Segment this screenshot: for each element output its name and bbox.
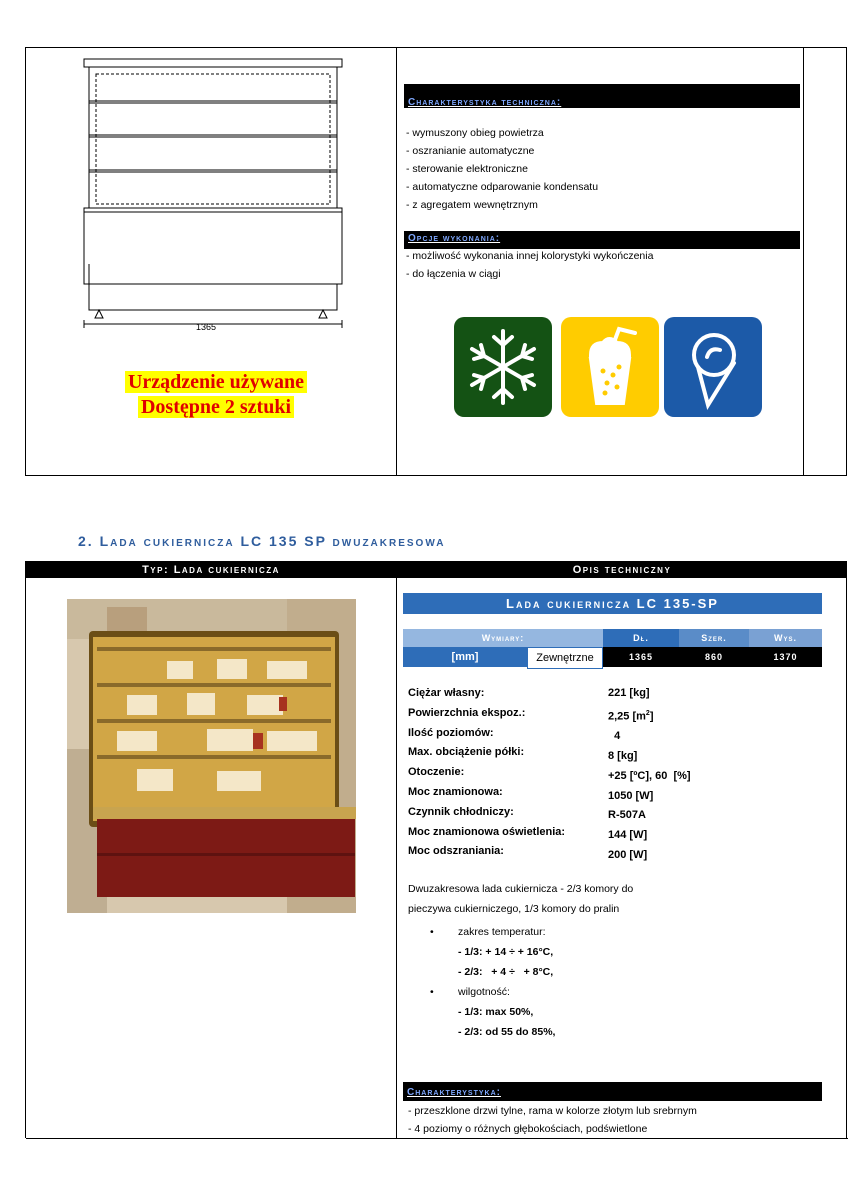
table-bottom-border [26,1138,848,1139]
spec-value: 8 [kg] [608,750,638,763]
temperature-block [430,922,830,1042]
spec-label: Powierzchnia ekspoz.: [408,706,526,719]
spec-label: Otoczenie: [408,766,465,779]
list-item: - oszranianie automatyczne [406,145,535,157]
tech-char-header: Charakterystyka techniczna: [404,84,800,108]
options-list [406,247,796,283]
description [408,879,828,919]
spec-label: Moc znamionowa oświetlenia: [408,825,566,838]
characteristics-header: Charakterystyka: [403,1082,822,1101]
section-heading: 2. Lada cukiernicza LC 135 SP dwuzakresowa [78,533,446,549]
spec-value: 200 [W] [608,849,648,862]
dims-header-width: Szer. [701,633,727,643]
dims-height: 1370 [773,652,798,662]
drawing-dimension-label: 1365 [196,322,217,332]
list-item: - wymuszony obieg powietrza [406,127,544,139]
humidity-line: - 2/3: od 55 do 85%, [458,1026,556,1038]
spec-value: 144 [W] [608,829,648,842]
table-divider [803,48,804,475]
spec-value: 4 [608,730,621,743]
table-divider [396,48,397,475]
spec-label: Czynnik chłodniczy: [408,805,514,818]
spec-label: Ciężar własny: [408,687,485,699]
spec-value: 2,25 $[m^2]$ [608,709,654,723]
product-title: Lada cukiernicza LC 135-SP [403,593,822,614]
spec-value: +25 [ºC], 60 [%] [608,769,691,782]
spec-value: 1050 [W] [608,789,654,802]
technical-drawing [81,56,351,336]
list-item: - z agregatem wewnętrznym [406,199,538,211]
list-item: - możliwość wykonania innej kolorystyki wykończenia [406,250,654,262]
dims-header-length: Dł. [633,633,649,643]
product-table [25,561,847,1138]
spec-label: Ilość poziomów: [408,726,494,739]
temperature-line: - 1/3: + 14 ÷ + 16°C, [458,946,554,958]
snowflake-icon [454,317,552,417]
dims-label: Wymiary: [481,633,525,643]
product-photo [67,599,356,913]
dimensions-table [403,629,822,667]
drink-icon [561,317,659,417]
dims-header-height: Wys. [774,633,797,643]
list-item: - sterowanie elektroniczne [406,163,528,175]
list-item: - 4 poziomy o różnych głębokościach, podświetlone [408,1123,648,1135]
spec-label: Max. obciążenie półki: [408,746,525,759]
list-item: - przeszklone drzwi tylne, rama w kolorze złotym lub srebrnym [408,1105,697,1117]
spec-value: R-507A [608,809,646,822]
used-notice [86,370,346,420]
bullet-item: • wilgotność: [430,986,510,998]
used-notice-line2: Dostępne 2 sztuki [138,396,294,418]
list-item: - automatyczne odparowanie kondensatu [406,181,599,193]
col-header-type: Typ: Lada cukiernicza [26,562,396,578]
dims-type: Zewnętrzne [527,647,603,669]
temperature-line: - 2/3: + 4 ÷ + 8°C, [458,966,554,978]
bullet-item: • zakres temperatur: [430,926,546,938]
used-notice-line1: Urządzenie używane [125,371,307,393]
col-header-description: Opis techniczny [397,562,847,578]
top-product-table [25,47,847,476]
characteristics-list [408,1102,838,1138]
spec-value: 221 [kg] [608,687,650,699]
description-line: Dwuzakresowa lada cukiernicza - 2/3 komory do [408,883,634,895]
spec-values [608,684,808,866]
description-line: pieczywa cukierniczego, 1/3 komory do pralin [408,903,620,915]
spec-labels [408,684,608,862]
spec-label: Moc znamionowa: [408,785,503,798]
list-item: - do łączenia w ciągi [406,268,501,280]
dims-width: 860 [704,652,724,662]
humidity-line: - 1/3: max 50%, [458,1006,534,1018]
table-divider [396,562,397,1138]
tech-char-list [406,124,796,214]
options-header: Opcje wykonania: [404,231,800,249]
dims-length: 1365 [628,652,654,662]
ice-cream-icon [664,317,762,417]
spec-label: Moc odszraniania: [408,845,504,858]
dims-unit: [mm] [451,651,479,663]
